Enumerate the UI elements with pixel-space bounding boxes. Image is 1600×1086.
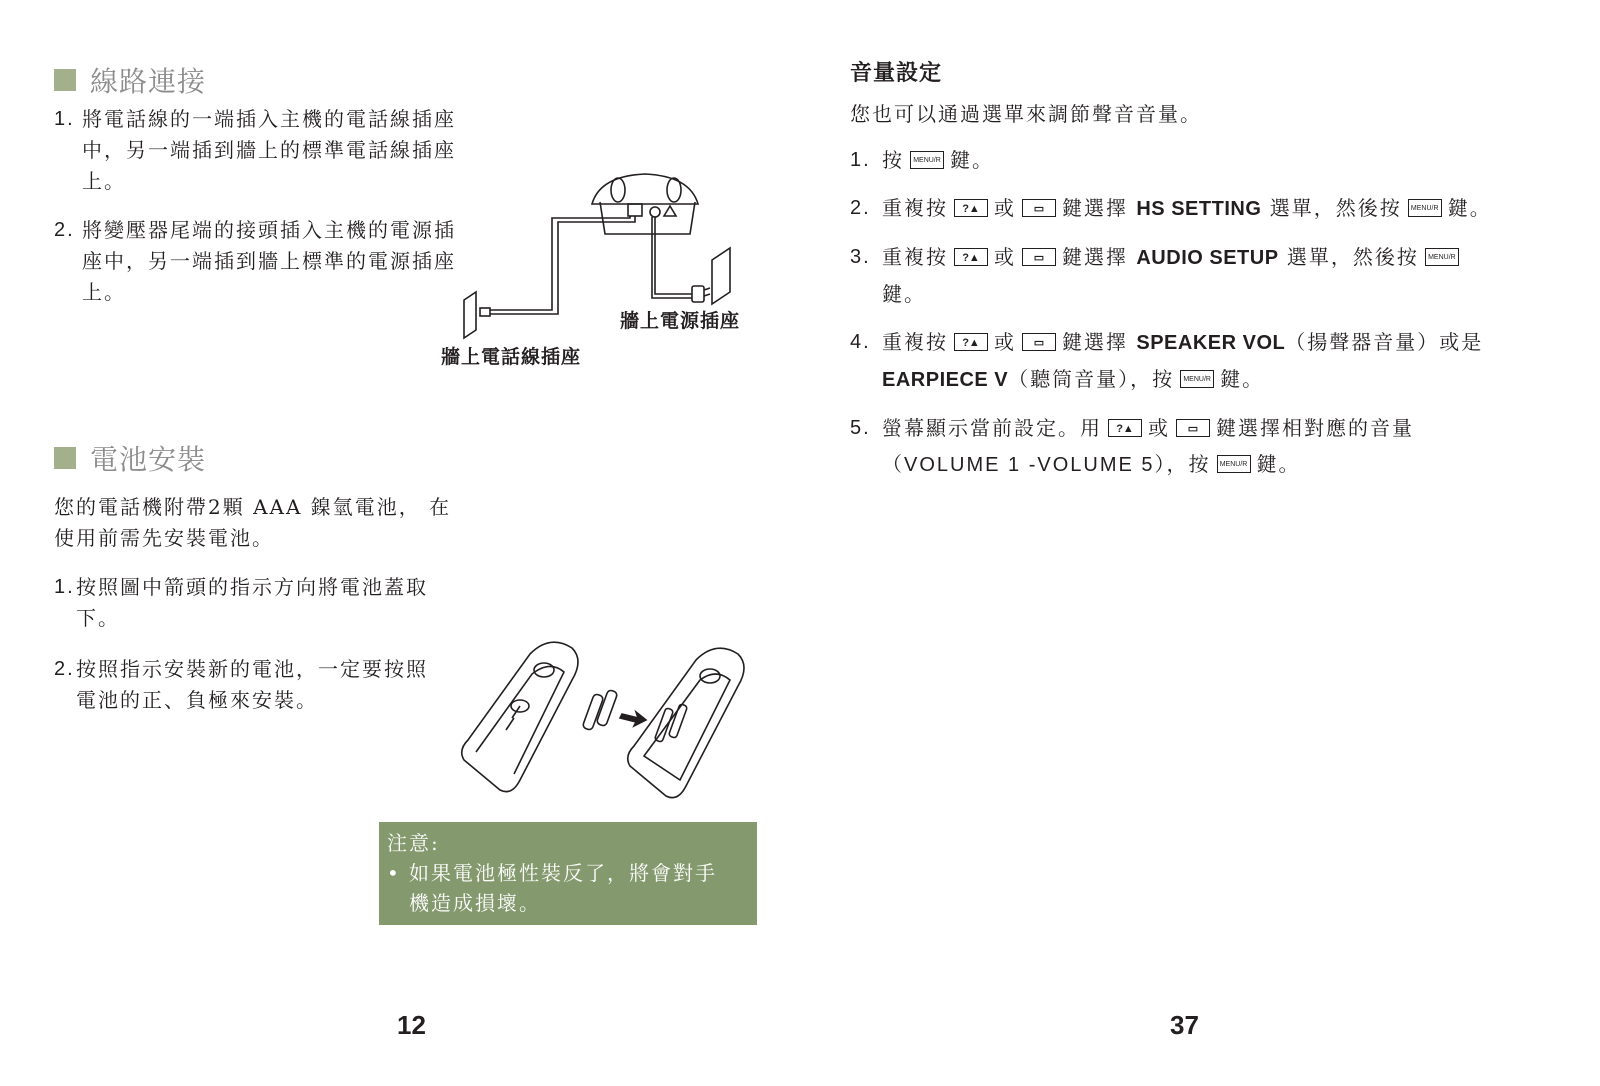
connection-steps xyxy=(54,104,494,308)
section-heading-line-connection xyxy=(54,60,206,100)
section-title: 線路連接 xyxy=(90,65,207,98)
section-square-icon xyxy=(54,69,76,91)
phonebook-up-key-icon: ?▲ xyxy=(1108,419,1142,437)
step-text: 鍵選擇 xyxy=(1062,330,1128,354)
step-item xyxy=(850,324,1570,398)
step-line: 中，另一端插到牆上的標準電話線插座 xyxy=(82,138,456,162)
step-number: 3. xyxy=(850,246,871,268)
step-line: 上。 xyxy=(82,169,126,193)
phonebook-up-key-icon: ?▲ xyxy=(954,248,988,266)
step-text: 鍵。 xyxy=(950,148,994,172)
menu-keyword: AUDIO SETUP xyxy=(1136,247,1279,269)
step-number: 5. xyxy=(850,417,871,439)
step-line: 按照圖中箭頭的指示方向將電池蓋取 xyxy=(76,575,428,599)
step-text: 鍵選擇 xyxy=(1062,196,1128,220)
wall-phone-jack-caption: 牆上電話線插座 xyxy=(441,346,582,368)
menu-key-icon: MENU/R xyxy=(1425,248,1459,266)
menu-key-icon: MENU/R xyxy=(1180,370,1214,388)
right-page xyxy=(790,0,1600,1086)
step-text: 或 xyxy=(1148,416,1170,440)
step-item xyxy=(54,654,494,716)
step-text: 選單，然後按 xyxy=(1286,245,1419,269)
step-text: 或 xyxy=(994,330,1016,354)
left-page xyxy=(0,0,790,1086)
page-title: 音量設定 xyxy=(850,61,943,86)
caution-note xyxy=(379,822,757,925)
step-item xyxy=(850,190,1570,227)
step-text: 鍵。 xyxy=(1256,452,1301,476)
step-text: 鍵。 xyxy=(882,282,926,306)
step-text: 鍵。 xyxy=(1220,367,1265,391)
step-number: 1. xyxy=(850,149,871,171)
step-item xyxy=(54,572,494,634)
step-line: 按照指示安裝新的電池，一定要按照 xyxy=(76,657,428,681)
step-number: 2. xyxy=(54,658,75,680)
bullet-icon: • xyxy=(387,861,401,885)
page-number: 37 xyxy=(1170,1010,1199,1040)
page-number: 12 xyxy=(397,1010,426,1040)
menu-key-icon: MENU/R xyxy=(910,151,944,169)
step-text: （聽筒音量），按 xyxy=(1008,367,1175,391)
step-item xyxy=(850,142,1570,178)
step-line: 上。 xyxy=(82,280,126,304)
step-text: 重複按 xyxy=(882,196,948,220)
step-line: 將電話線的一端插入主機的電話線插座 xyxy=(82,107,456,131)
battery-installation-diagram xyxy=(460,640,760,800)
step-number: 1. xyxy=(54,108,75,130)
step-text: （VOLUME 1 -VOLUME 5），按 xyxy=(882,454,1211,476)
step-text: （揚聲器音量）或是 xyxy=(1285,330,1484,354)
section-heading-battery xyxy=(54,438,206,478)
step-item xyxy=(54,104,494,197)
book-down-key-icon: ▭ xyxy=(1022,199,1056,217)
intro-line: 您的電話機附帶2顆 AAA 鎳氫電池， 在 xyxy=(54,495,452,519)
step-text: 按 xyxy=(882,148,904,172)
step-item xyxy=(850,239,1570,312)
volume-steps xyxy=(850,142,1570,483)
step-text: 或 xyxy=(994,245,1016,269)
step-line: 將變壓器尾端的接頭插入主機的電源插 xyxy=(82,218,456,242)
step-text: 鍵選擇 xyxy=(1062,245,1128,269)
book-down-key-icon: ▭ xyxy=(1176,419,1210,437)
menu-key-icon: MENU/R xyxy=(1217,455,1251,473)
step-text: 重複按 xyxy=(882,245,948,269)
menu-keyword: SPEAKER VOL xyxy=(1136,332,1286,354)
step-number: 2. xyxy=(54,219,75,241)
battery-steps xyxy=(54,572,494,716)
section-square-icon xyxy=(54,447,76,469)
wall-power-outlet-caption: 牆上電源插座 xyxy=(620,310,741,332)
step-text: 螢幕顯示當前設定。用 xyxy=(882,416,1102,440)
menu-key-icon: MENU/R xyxy=(1408,199,1442,217)
note-line: 機造成損壞。 xyxy=(409,891,541,915)
step-text: 鍵。 xyxy=(1447,196,1492,220)
step-item xyxy=(850,410,1570,483)
step-text: 鍵選擇相對應的音量 xyxy=(1216,416,1414,440)
volume-intro: 您也可以通過選單來調節聲音音量。 xyxy=(850,102,1202,126)
note-item xyxy=(387,858,749,918)
note-label: 注意: xyxy=(387,831,440,855)
phonebook-up-key-icon: ?▲ xyxy=(954,199,988,217)
step-text: 或 xyxy=(994,196,1016,220)
menu-keyword: EARPIECE V xyxy=(882,369,1009,391)
book-down-key-icon: ▭ xyxy=(1022,248,1056,266)
step-number: 2. xyxy=(850,197,871,219)
step-item xyxy=(54,215,494,308)
intro-line: 使用前需先安裝電池。 xyxy=(54,526,274,550)
step-line: 座中，另一端插到牆上標準的電源插座 xyxy=(82,249,456,273)
phonebook-up-key-icon: ?▲ xyxy=(954,333,988,351)
note-line: 如果電池極性裝反了，將會對手 xyxy=(409,861,717,885)
step-text: 選單，然後按 xyxy=(1269,196,1402,220)
step-text: 重複按 xyxy=(882,330,948,354)
book-down-key-icon: ▭ xyxy=(1022,333,1056,351)
battery-intro xyxy=(54,492,494,554)
menu-keyword: HS SETTING xyxy=(1136,198,1262,220)
step-number: 1. xyxy=(54,576,75,598)
step-number: 4. xyxy=(850,331,871,353)
step-line: 電池的正、負極來安裝。 xyxy=(76,688,318,712)
step-line: 下。 xyxy=(76,606,120,630)
section-title: 電池安裝 xyxy=(90,443,207,476)
